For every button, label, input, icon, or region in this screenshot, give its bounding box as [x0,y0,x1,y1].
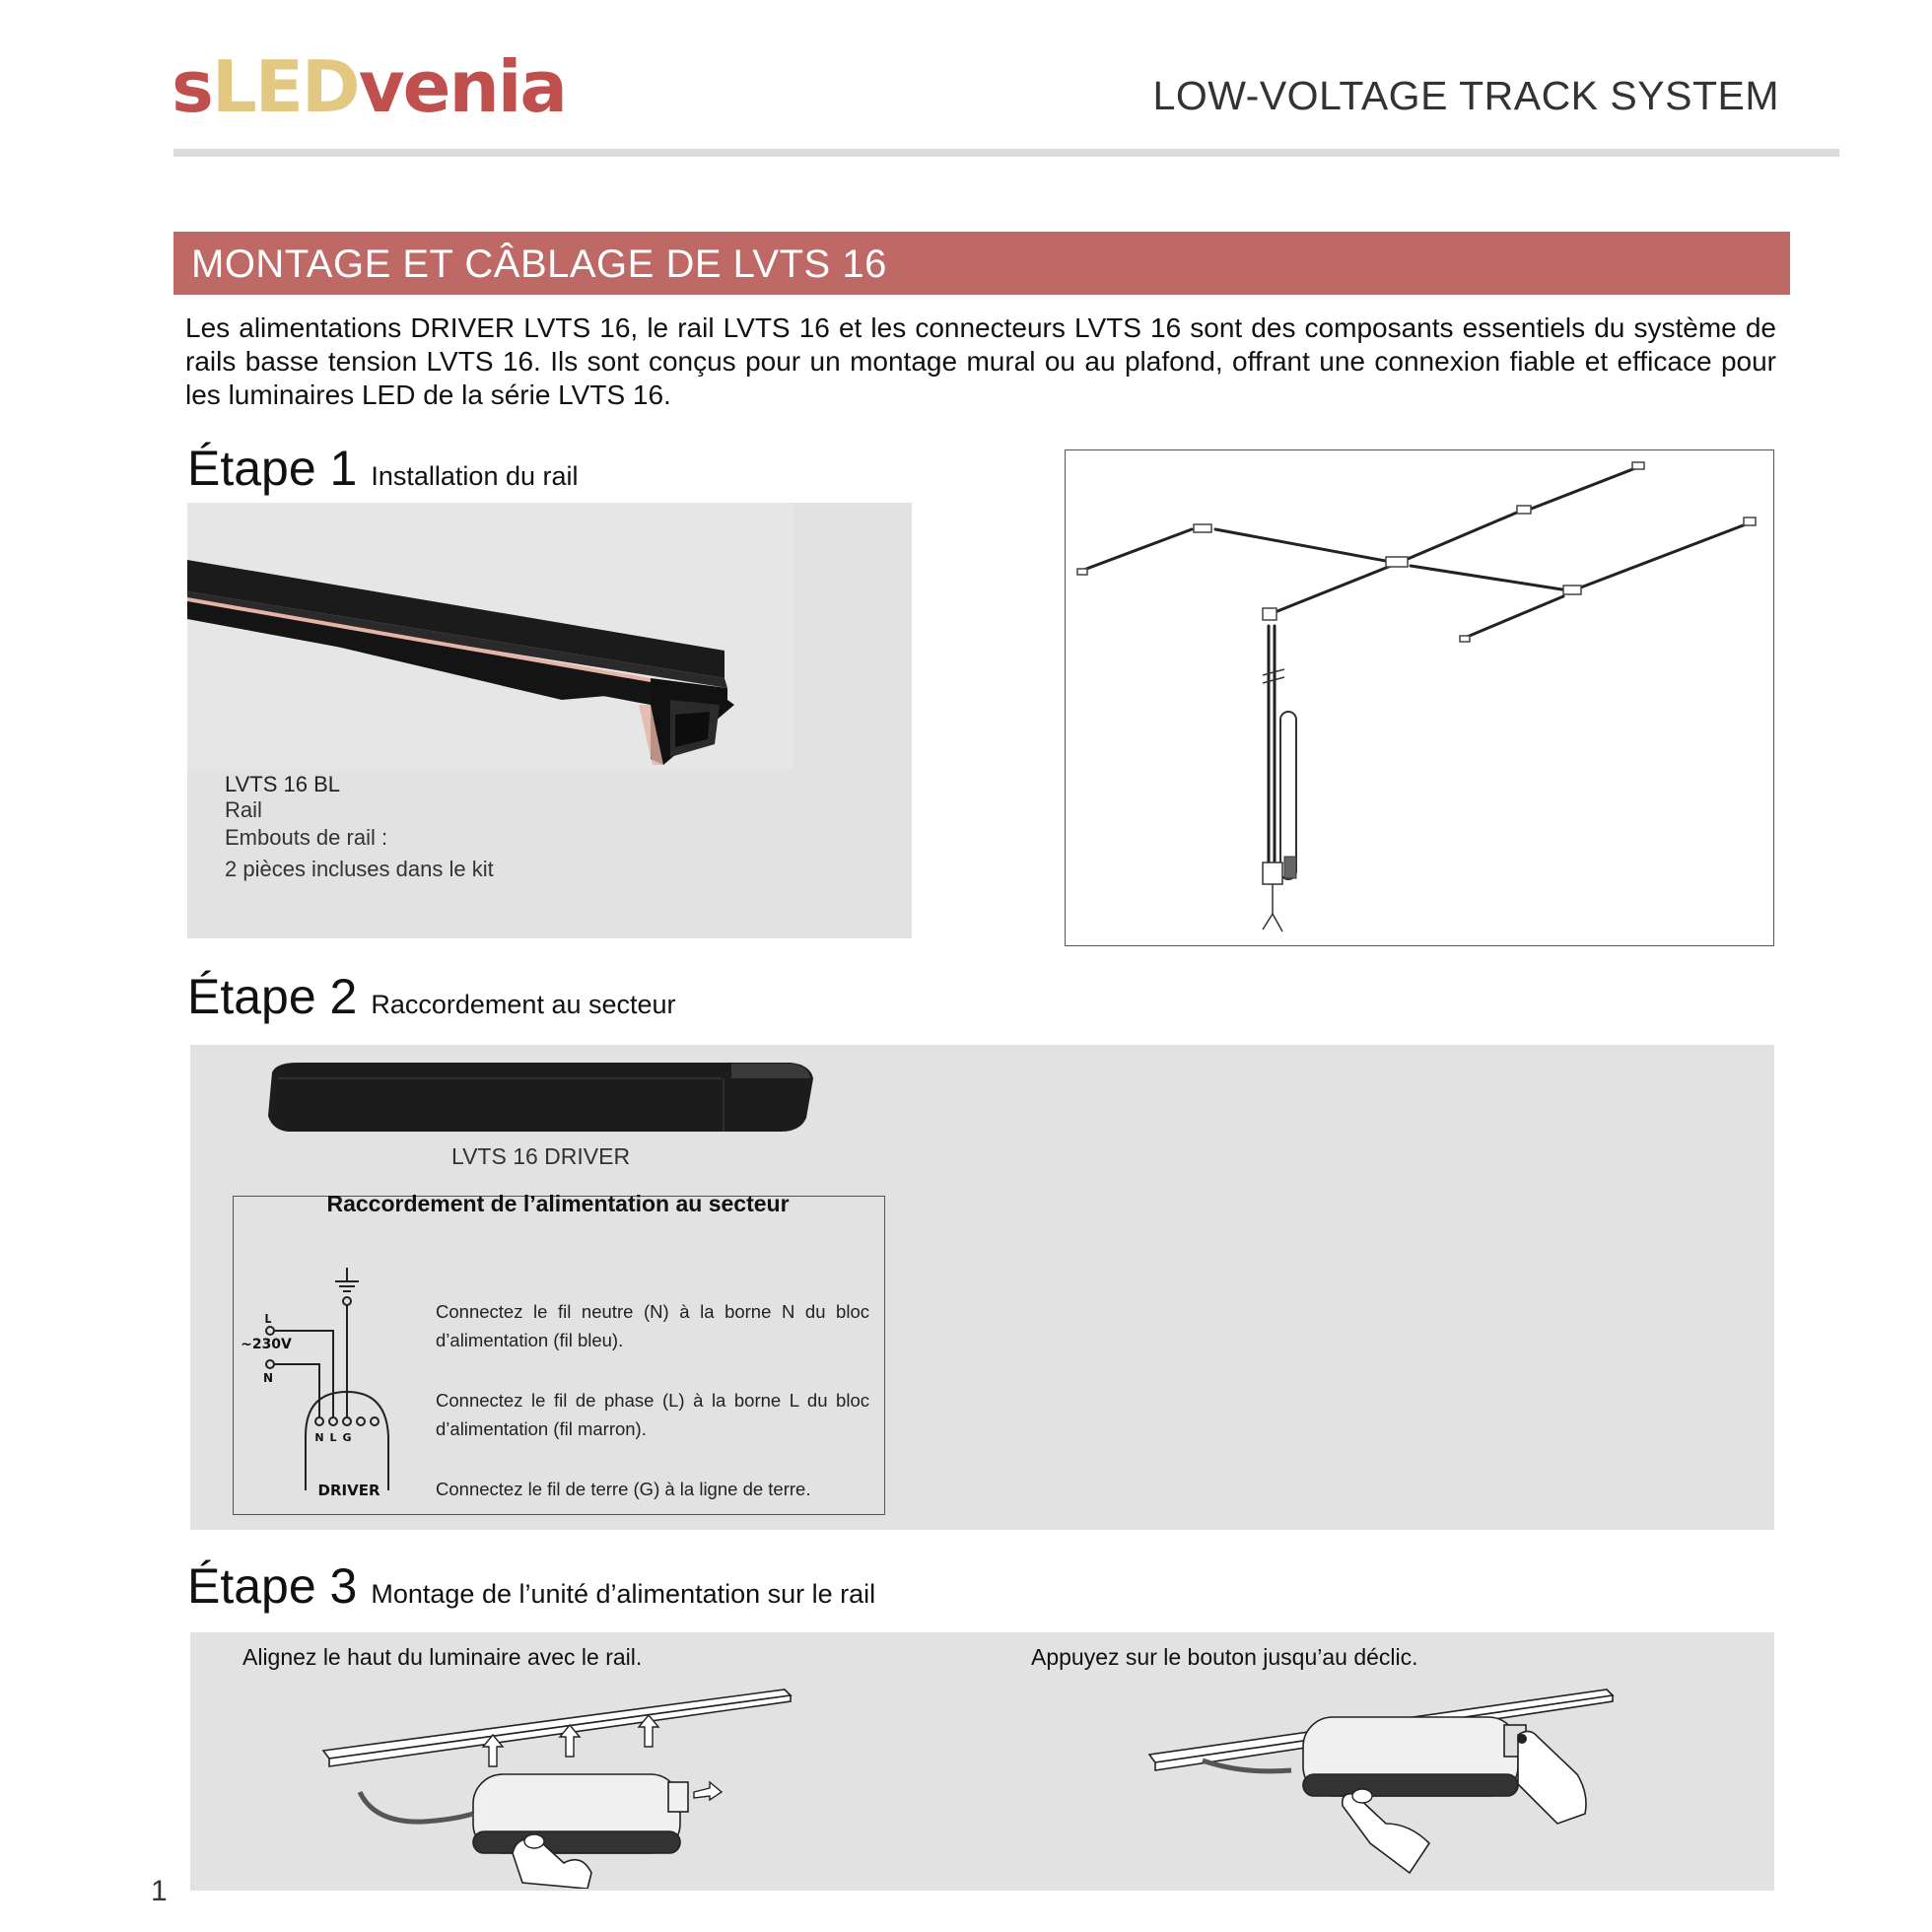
step3-subtitle: Montage de l’unité d’alimentation sur le rail [371,1579,876,1609]
step3-number: Étape 3 [187,1558,358,1614]
document-title: LOW-VOLTAGE TRACK SYSTEM [1152,73,1779,118]
brand-logo [172,47,566,126]
driver-unit-image [258,1061,816,1138]
terminal-l-label: L [329,1431,337,1444]
l-input-label: L [264,1312,272,1326]
product-code: LVTS 16 BL [225,772,340,796]
press-button-illustration [1143,1676,1617,1889]
n-input-label: N [262,1371,274,1385]
voltage-label: ~230V [241,1337,292,1352]
rail-profile-image [187,503,794,769]
end-caps-label: Embouts de rail : [225,825,388,850]
driver-schematic-label: DRIVER [317,1482,380,1499]
rail-photo [187,503,794,769]
logo-text-s: s [172,45,212,128]
track-layout-illustration [1066,450,1773,945]
instruction-ground: Connectez le fil de terre (G) à la ligne de terre. [436,1479,811,1499]
step2-subtitle: Raccordement au secteur [371,990,676,1019]
step1-subtitle: Installation du rail [371,461,579,491]
driver-product-label: LVTS 16 DRIVER [451,1143,631,1169]
logo-text-venia: venia [358,45,566,128]
step2-heading [187,968,676,1025]
rail-installation-diagram [1065,449,1774,946]
section-title: MONTAGE ET CÂBLAGE DE LVTS 16 [191,242,887,286]
wiring-title: Raccordement de l’alimentation au secteur [326,1191,790,1216]
wiring-schematic [239,1264,408,1512]
page-number: 1 [151,1875,168,1907]
step3-caption-right: Appuyez sur le bouton jusqu’au déclic. [1031,1644,1418,1670]
step1-heading [187,440,579,497]
step1-number: Étape 1 [187,441,358,496]
product-type: Rail [225,797,262,822]
step3-heading [187,1557,875,1615]
terminal-g-label: G [342,1431,352,1444]
header-divider [173,149,1839,157]
driver-photo [258,1061,816,1142]
align-luminaire-illustration [315,1676,798,1889]
instruction-phase: Connectez le fil de phase (L) à la borne L du bloc d’alimentation (fil marron). [436,1390,869,1439]
logo-text-led: LED [211,45,359,128]
step2-number: Étape 2 [187,969,358,1024]
terminal-n-label: N [314,1431,324,1444]
intro-paragraph: Les alimentations DRIVER LVTS 16, le rail LVTS 16 et les connecteurs LVTS 16 sont des composants essentiels du système de rails basse tension LVTS 16. Ils sont conçus pour un montage mural ou au plafond, offrant une connexion fiable et efficace pour les luminaires LED de la série LVTS 16. [185,312,1776,410]
step3-caption-left: Alignez le haut du luminaire avec le rail. [242,1644,643,1670]
instruction-neutral: Connectez le fil neutre (N) à la borne N du bloc d’alimentation (fil bleu). [436,1301,869,1350]
end-caps-note: 2 pièces incluses dans le kit [225,857,494,881]
